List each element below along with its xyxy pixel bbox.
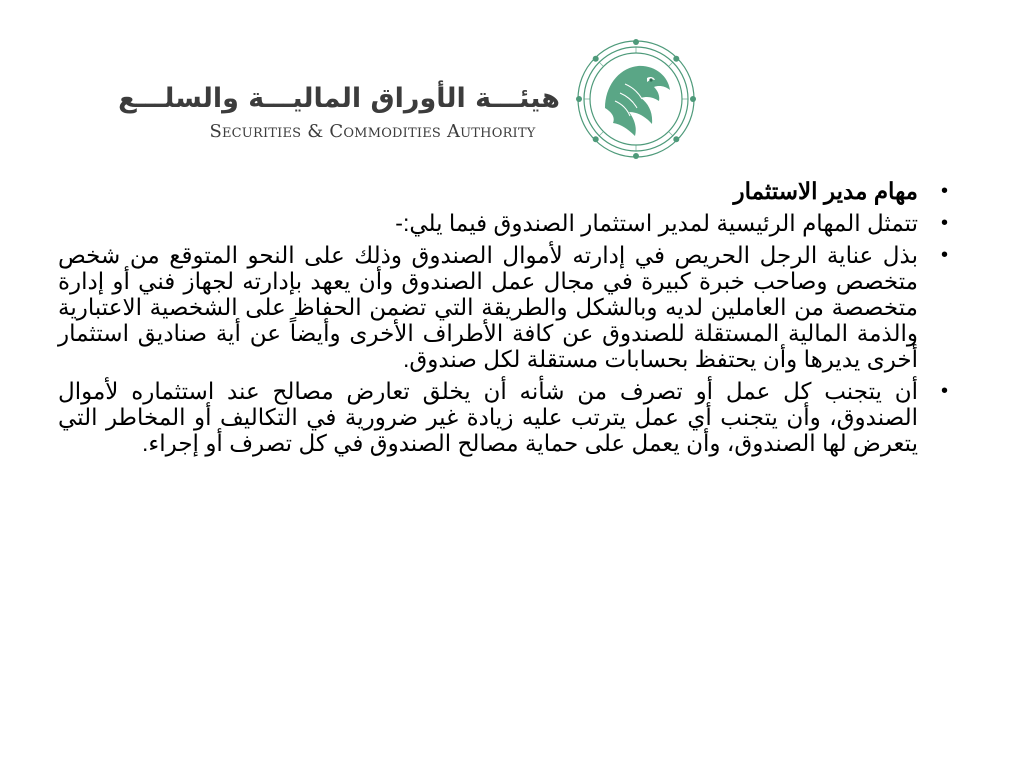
list-item	[58, 210, 948, 236]
bullet-icon: •	[940, 180, 948, 202]
bullet-text: بذل عناية الرجل الحريص في إدارته لأموال الصندوق وذلك على النحو المتوقع من شخص متخصص وصاحب خبرة كبيرة في مجال عمل الصندوق وأن يعهد بإدارته لجهاز فني أو إدارة متخصصة من العاملين لديه وبالشكل والطريقة التي تضمن الحفاظ على الشخصية الاعتبارية والذمة المالية المستقلة للصندوق عن كافة الأطراف الأخرى وأيضاً عن أية صناديق استثمار أخرى يديرها وأن يحتفظ بحسابات مستقلة لكل صندوق.	[58, 242, 918, 372]
logo-arabic-name: هيئـــة الأوراق الماليـــة والسلـــع	[118, 83, 560, 114]
bullet-text: أن يتجنب كل عمل أو تصرف من شأنه أن يخلق تعارض مصالح عند استثماره لأموال الصندوق، وأن يتجنب أي عمل يترتب عليه زيادة غير ضرورية في التكاليف أو المخاطر التي يتعرض لها الصندوق، وأن يعمل على حماية مصالح الصندوق في كل تصرف أو إجراء.	[58, 378, 918, 456]
list-item	[58, 242, 948, 372]
bullet-text: تتمثل المهام الرئيسية لمدير استثمار الصندوق فيما يلي:-	[395, 210, 918, 236]
list-item	[58, 378, 948, 456]
bullet-icon: •	[940, 244, 948, 266]
bullet-list	[58, 178, 948, 456]
bullet-icon: •	[940, 380, 948, 402]
list-item	[58, 178, 948, 204]
bullet-icon: •	[940, 212, 948, 234]
slide-body	[58, 178, 948, 462]
logo-english-name: Securities & Commodities Authority	[209, 121, 536, 142]
bullet-text: مهام مدير الاستثمار	[733, 178, 918, 204]
authority-logo	[118, 82, 560, 144]
slide-header	[0, 0, 1024, 170]
falcon-emblem-icon	[575, 38, 697, 160]
